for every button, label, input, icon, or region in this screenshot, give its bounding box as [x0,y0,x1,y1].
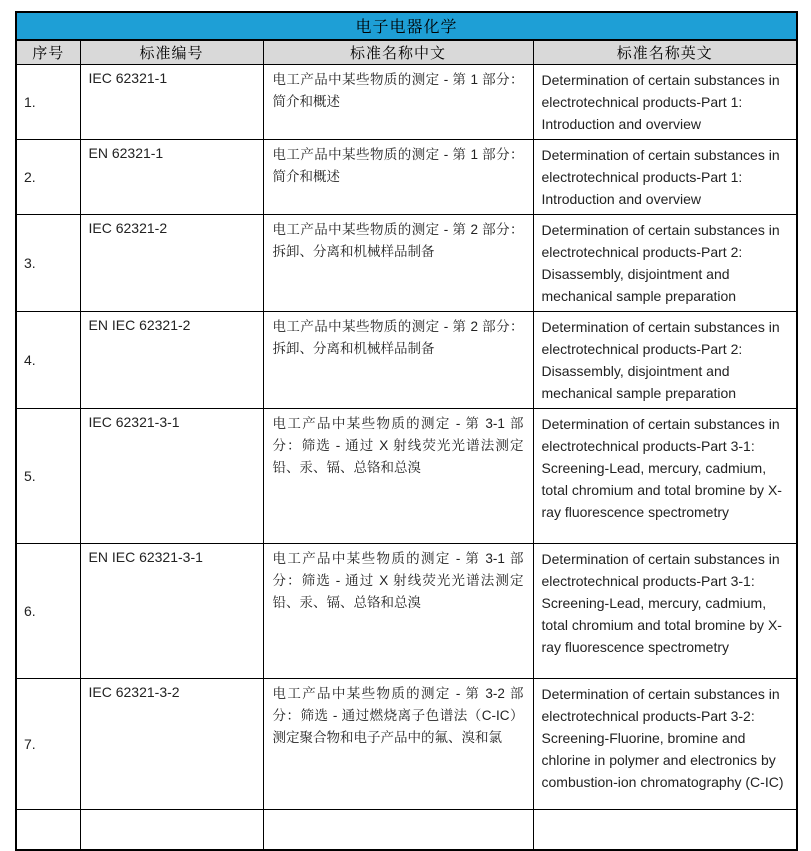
standard-code-cell: IEC 62321-3-2 [80,679,263,810]
row-number-cell: 6. [16,544,80,679]
standard-name-en-cell: Determination of certain substances in electrotechnical products-Part 1: Introduction and overview [533,65,797,140]
row-number-cell: 4. [16,312,80,409]
table-row-partial [16,810,797,850]
table-row [16,140,797,215]
row-number-cell: 2. [16,140,80,215]
table-row [16,409,797,544]
column-header-en: 标准名称英文 [533,40,797,65]
row-number-cell: 3. [16,215,80,312]
table-row [16,312,797,409]
standard-name-en-cell: Determination of certain substances in electrotechnical products-Part 3-2: Screening-Fluorine, bromine and chlorine in polymer and electronics by combustion-ion chromatography (C-IC) [533,679,797,810]
table-row [16,65,797,140]
row-number-cell: 1. [16,65,80,140]
row-number-cell: 7. [16,679,80,810]
table-title-row [16,12,797,40]
column-header-code: 标准编号 [80,40,263,65]
standard-name-zh-cell: 电工产品中某些物质的测定 - 第 3-1 部分：筛选 - 通过 X 射线荧光光谱法测定铅、汞、镉、总铬和总溴 [263,409,533,544]
standard-code-cell: IEC 62321-2 [80,215,263,312]
standard-code-cell: EN IEC 62321-2 [80,312,263,409]
standard-name-en-cell: Determination of certain substances in electrotechnical products-Part 3-1: Screening-Lead, mercury, cadmium, total chromium and total bromine by X-ray fluorescence spectrometry [533,409,797,544]
table-header-row [16,40,797,65]
standard-name-zh-cell: 电工产品中某些物质的测定 - 第 2 部分：拆卸、分离和机械样品制备 [263,312,533,409]
table-title: 电子电器化学 [16,12,797,40]
standard-code-cell: EN IEC 62321-3-1 [80,544,263,679]
standard-name-en-cell: Determination of certain substances in electrotechnical products-Part 1: Introduction and overview [533,140,797,215]
standard-name-en-cell: Determination of certain substances in electrotechnical products-Part 3-1: Screening-Lead, mercury, cadmium, total chromium and total bromine by X-ray fluorescence spectrometry [533,544,797,679]
standard-name-zh-cell: 电工产品中某些物质的测定 - 第 1 部分：简介和概述 [263,140,533,215]
standard-code-cell: IEC 62321-1 [80,65,263,140]
standards-table-container [15,11,796,851]
column-header-no: 序号 [16,40,80,65]
standard-name-en-cell: Determination of certain substances in electrotechnical products-Part 2: Disassembly, disjointment and mechanical sample preparation [533,215,797,312]
row-number-cell: 5. [16,409,80,544]
standard-name-zh-cell: 电工产品中某些物质的测定 - 第 3-2 部分：筛选 - 通过燃烧离子色谱法（C-IC） 测定聚合物和电子产品中的氟、溴和氯 [263,679,533,810]
standard-name-zh-cell: 电工产品中某些物质的测定 - 第 1 部分：简介和概述 [263,65,533,140]
table-row [16,679,797,810]
standard-code-cell: IEC 62321-3-1 [80,409,263,544]
standard-name-en-cell: Determination of certain substances in electrotechnical products-Part 2: Disassembly, disjointment and mechanical sample preparation [533,312,797,409]
standard-name-zh-cell: 电工产品中某些物质的测定 - 第 3-1 部分：筛选 - 通过 X 射线荧光光谱法测定铅、汞、镉、总铬和总溴 [263,544,533,679]
standard-code-cell: EN 62321-1 [80,140,263,215]
standard-name-zh-cell: 电工产品中某些物质的测定 - 第 2 部分：拆卸、分离和机械样品制备 [263,215,533,312]
table-row [16,215,797,312]
standards-table [15,11,798,851]
table-row [16,544,797,679]
column-header-zh: 标准名称中文 [263,40,533,65]
